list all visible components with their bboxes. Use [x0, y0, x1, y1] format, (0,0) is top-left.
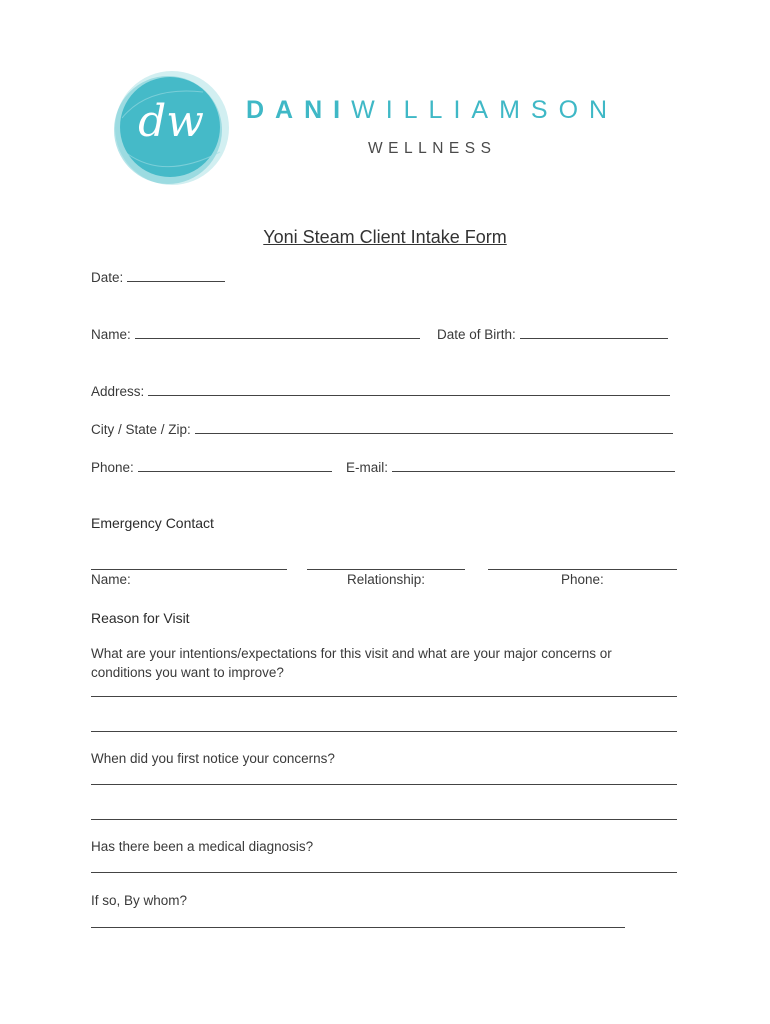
emergency-name-label: Name:	[91, 572, 131, 587]
address-field[interactable]	[148, 383, 670, 396]
emergency-phone-label: Phone:	[561, 572, 604, 587]
city-label: City / State / Zip:	[91, 422, 191, 437]
emergency-phone-field[interactable]	[488, 569, 677, 570]
date-label: Date:	[91, 270, 124, 285]
city-row	[91, 421, 673, 437]
name-field[interactable]	[135, 326, 420, 339]
date-field[interactable]	[127, 269, 225, 282]
date-row	[91, 269, 225, 285]
logo-brand-light: WILLIAMSON	[351, 96, 619, 124]
logo-monogram: dw	[138, 96, 204, 147]
dob-field[interactable]	[520, 326, 668, 339]
phone-row	[91, 459, 332, 475]
city-field[interactable]	[195, 421, 673, 434]
emergency-relationship-field[interactable]	[307, 569, 465, 570]
question-intentions: What are your intentions/expectations for this visit and what are your major concerns or conditions you want to improve?	[91, 646, 612, 680]
form-title: Yoni Steam Client Intake Form	[263, 227, 507, 247]
logo	[108, 66, 648, 191]
answer-by-whom-line[interactable]	[91, 927, 625, 928]
answer-first-noticed-line-1[interactable]	[91, 784, 677, 785]
email-row	[346, 459, 675, 475]
emergency-relationship-label: Relationship:	[347, 572, 426, 587]
reason-heading: Reason for Visit	[91, 610, 190, 626]
address-row	[91, 383, 670, 399]
answer-diagnosis-line[interactable]	[91, 872, 677, 873]
answer-intentions-line-1[interactable]	[91, 696, 677, 697]
question-first-noticed: When did you first notice your concerns?	[91, 751, 335, 766]
logo-brand-name	[246, 96, 618, 125]
answer-intentions-line-2[interactable]	[91, 731, 677, 732]
logo-brand-bold: DANI	[246, 96, 352, 124]
phone-label: Phone:	[91, 460, 134, 475]
question-diagnosis: Has there been a medical diagnosis?	[91, 839, 314, 854]
question-by-whom: If so, By whom?	[91, 893, 188, 908]
address-label: Address:	[91, 384, 145, 399]
dob-row	[437, 326, 668, 342]
email-label: E-mail:	[346, 460, 389, 475]
email-field[interactable]	[392, 459, 675, 472]
answer-first-noticed-line-2[interactable]	[91, 819, 677, 820]
phone-field[interactable]	[138, 459, 332, 472]
emergency-heading: Emergency Contact	[91, 515, 214, 531]
dob-label: Date of Birth:	[437, 327, 516, 342]
logo-subtitle: WELLNESS	[368, 140, 497, 157]
name-row	[91, 326, 420, 342]
emergency-name-field[interactable]	[91, 569, 287, 570]
name-label: Name:	[91, 327, 131, 342]
